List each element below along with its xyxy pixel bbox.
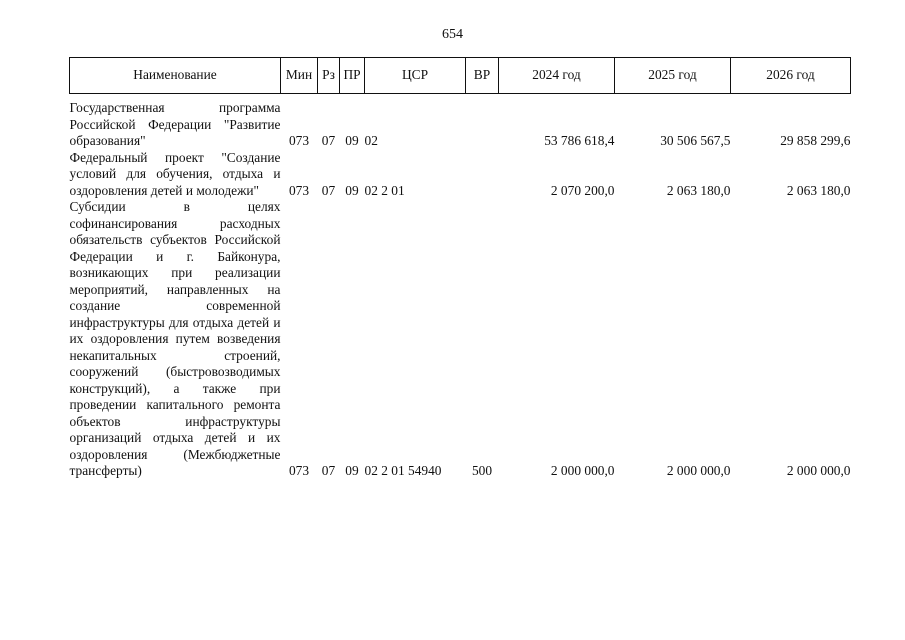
row-min: 073	[288, 133, 310, 148]
row-min: 073	[288, 182, 310, 198]
table-row	[70, 150, 851, 200]
row-2025: 30 506 567,5	[660, 133, 731, 148]
header-vr: ВР	[466, 58, 499, 94]
header-2025: 2025 год	[615, 58, 731, 94]
row-name: Государственная программа Российской Федерации "Развитие образования"	[69, 100, 281, 148]
row-min: 073	[288, 463, 310, 478]
row-vr: 500	[471, 463, 493, 478]
budget-table	[69, 57, 851, 480]
header-pr: ПР	[340, 58, 365, 94]
header-rz: Рз	[318, 58, 340, 94]
row-rz: 07	[321, 133, 336, 148]
row-2025: 2 063 180,0	[666, 182, 731, 198]
row-2024: 2 000 000,0	[550, 463, 615, 478]
row-name: Субсидии в целях софинансирования расходных обязательств субъектов Российской Федерации и г. Байконура, возникающих при реализации мероприятий, направленных на создание современной инфраструктуры для отдыха детей и их оздоровления путем возведения некапитальных строений, сооружений (быстровозводимых конструкций), а также при проведении капитального ремонта объектов инфраструктуры организаций отдыха детей и их оздоровления (Межбюджетные трансферты)	[69, 199, 281, 478]
header-min: Мин	[281, 58, 318, 94]
row-2024: 53 786 618,4	[544, 133, 615, 148]
row-2026: 2 063 180,0	[786, 182, 851, 198]
row-rz: 07	[321, 182, 336, 198]
row-2024: 2 070 200,0	[550, 182, 615, 198]
row-2026: 29 858 299,6	[780, 133, 851, 148]
header-csr: ЦСР	[365, 58, 466, 94]
row-rz: 07	[321, 463, 336, 478]
table-row	[70, 199, 851, 480]
header-2026: 2026 год	[731, 58, 851, 94]
page-number: 654	[442, 27, 463, 42]
row-pr: 09	[345, 133, 359, 148]
row-2026: 2 000 000,0	[786, 463, 851, 478]
row-2025: 2 000 000,0	[666, 463, 731, 478]
row-pr: 09	[345, 182, 359, 198]
row-csr: 02 2 01	[364, 182, 405, 198]
row-name: Федеральный проект "Создание условий для обучения, отдыха и оздоровления детей и молодежи"	[69, 149, 281, 198]
row-csr: 02	[364, 133, 378, 148]
header-2024: 2024 год	[499, 58, 615, 94]
row-csr: 02 2 01 54940	[364, 463, 442, 478]
table-header-row	[70, 58, 851, 94]
row-vr	[466, 100, 499, 150]
row-pr: 09	[345, 463, 359, 478]
header-name: Наименование	[70, 58, 281, 94]
row-vr	[466, 150, 499, 200]
table-row	[70, 100, 851, 150]
